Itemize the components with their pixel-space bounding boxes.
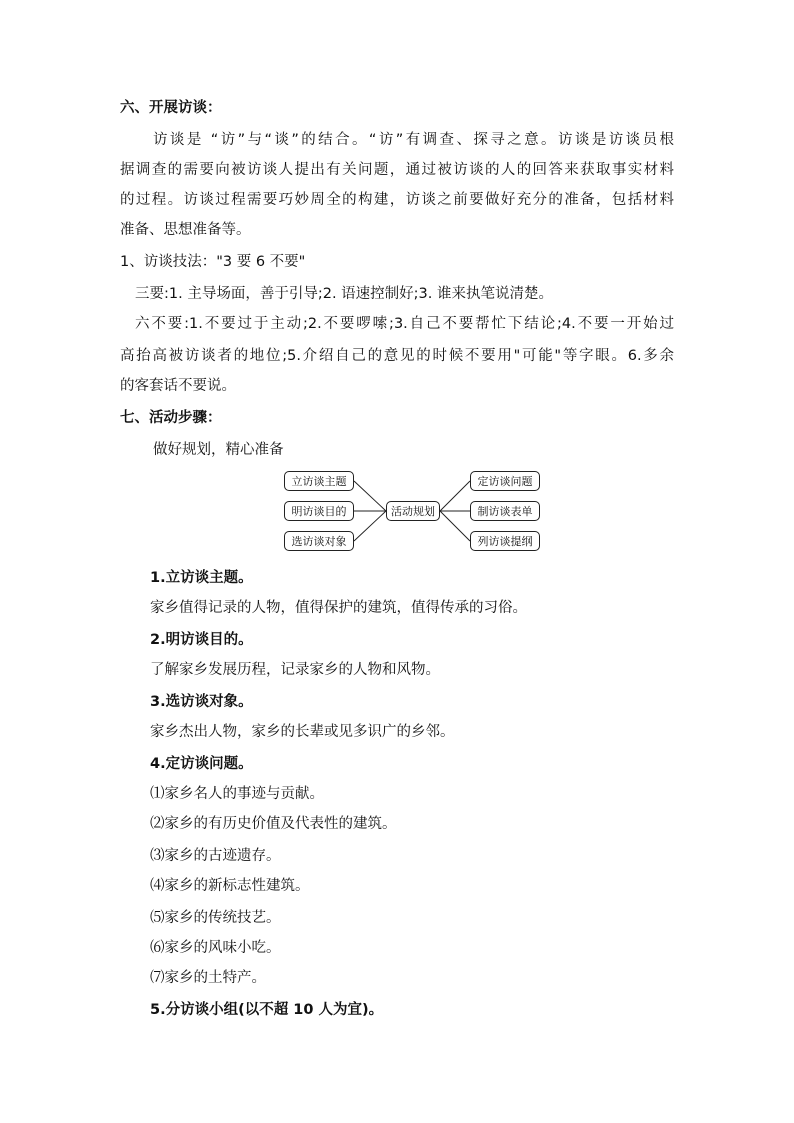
step-1-text: 家乡值得记录的人物，值得保护的建筑，值得传承的习俗。 <box>150 600 527 616</box>
step-4-item-7: ⑺家乡的土特产。 <box>150 970 266 986</box>
node-center: 活动规划 <box>386 501 440 521</box>
paragraph-line-1: 访谈是 “访”与“谈”的结合。“访”有调查、探寻之意。访谈是访谈员根 <box>153 132 674 148</box>
node-left-1: 立访谈主题 <box>284 471 354 491</box>
six-dont-line-3: 的客套话不要说。 <box>120 378 236 394</box>
step-4-item-4: ⑷家乡的新标志性建筑。 <box>150 878 310 894</box>
paragraph-line-4: 准备、思想准备等。 <box>120 222 251 238</box>
step-4-item-1: ⑴家乡名人的事迹与贡献。 <box>150 786 324 802</box>
step-2-title: 2.明访谈目的。 <box>150 632 253 648</box>
section-6-heading: 六、开展访谈： <box>120 100 222 116</box>
step-4-item-3: ⑶家乡的古迹遗存。 <box>150 848 281 864</box>
six-dont-line-1: 六不要:1.不要过于主动;2.不要啰嗦;3.自己不要帮忙下结论;4.不要一开始过 <box>135 316 674 332</box>
six-dont-line-2: 高抬高被访谈者的地位;5.介绍自己的意见的时候不要用"可能"等字眼。6.多余 <box>120 348 674 364</box>
step-3-text: 家乡杰出人物，家乡的长辈或见多识广的乡邻。 <box>150 724 455 740</box>
node-right-1: 定访谈问题 <box>470 471 540 491</box>
step-4-item-6: ⑹家乡的风味小吃。 <box>150 940 281 956</box>
step-1-title: 1.立访谈主题。 <box>150 570 253 586</box>
tips-title: 1、访谈技法："3 要 6 不要" <box>120 254 306 270</box>
node-right-2: 制访谈表单 <box>470 501 540 521</box>
node-left-3: 选访谈对象 <box>284 531 354 551</box>
step-5-title: 5.分访谈小组(以不超 10 人为宜)。 <box>150 1002 384 1018</box>
step-4-item-2: ⑵家乡的有历史价值及代表性的建筑。 <box>150 816 397 832</box>
step-3-title: 3.选访谈对象。 <box>150 694 253 710</box>
section-7-heading: 七、活动步骤： <box>120 410 222 426</box>
node-right-3: 列访谈提纲 <box>470 531 540 551</box>
step-4-title: 4.定访谈问题。 <box>150 756 253 772</box>
planning-diagram <box>284 470 540 554</box>
three-do: 三要:1. 主导场面，善于引导;2. 语速控制好;3. 谁来执笔说清楚。 <box>135 286 553 302</box>
paragraph-line-3: 的过程。访谈过程需要巧妙周全的构建，访谈之前要做好充分的准备，包括材料 <box>120 192 674 208</box>
paragraph-line-2: 据调查的需要向被访谈人提出有关问题，通过被访谈的人的回答来获取事实材料 <box>120 162 674 178</box>
node-left-2: 明访谈目的 <box>284 501 354 521</box>
section-7-intro: 做好规划，精心准备 <box>153 442 284 458</box>
step-4-item-5: ⑸家乡的传统技艺。 <box>150 910 281 926</box>
step-2-text: 了解家乡发展历程，记录家乡的人物和风物。 <box>150 662 440 678</box>
